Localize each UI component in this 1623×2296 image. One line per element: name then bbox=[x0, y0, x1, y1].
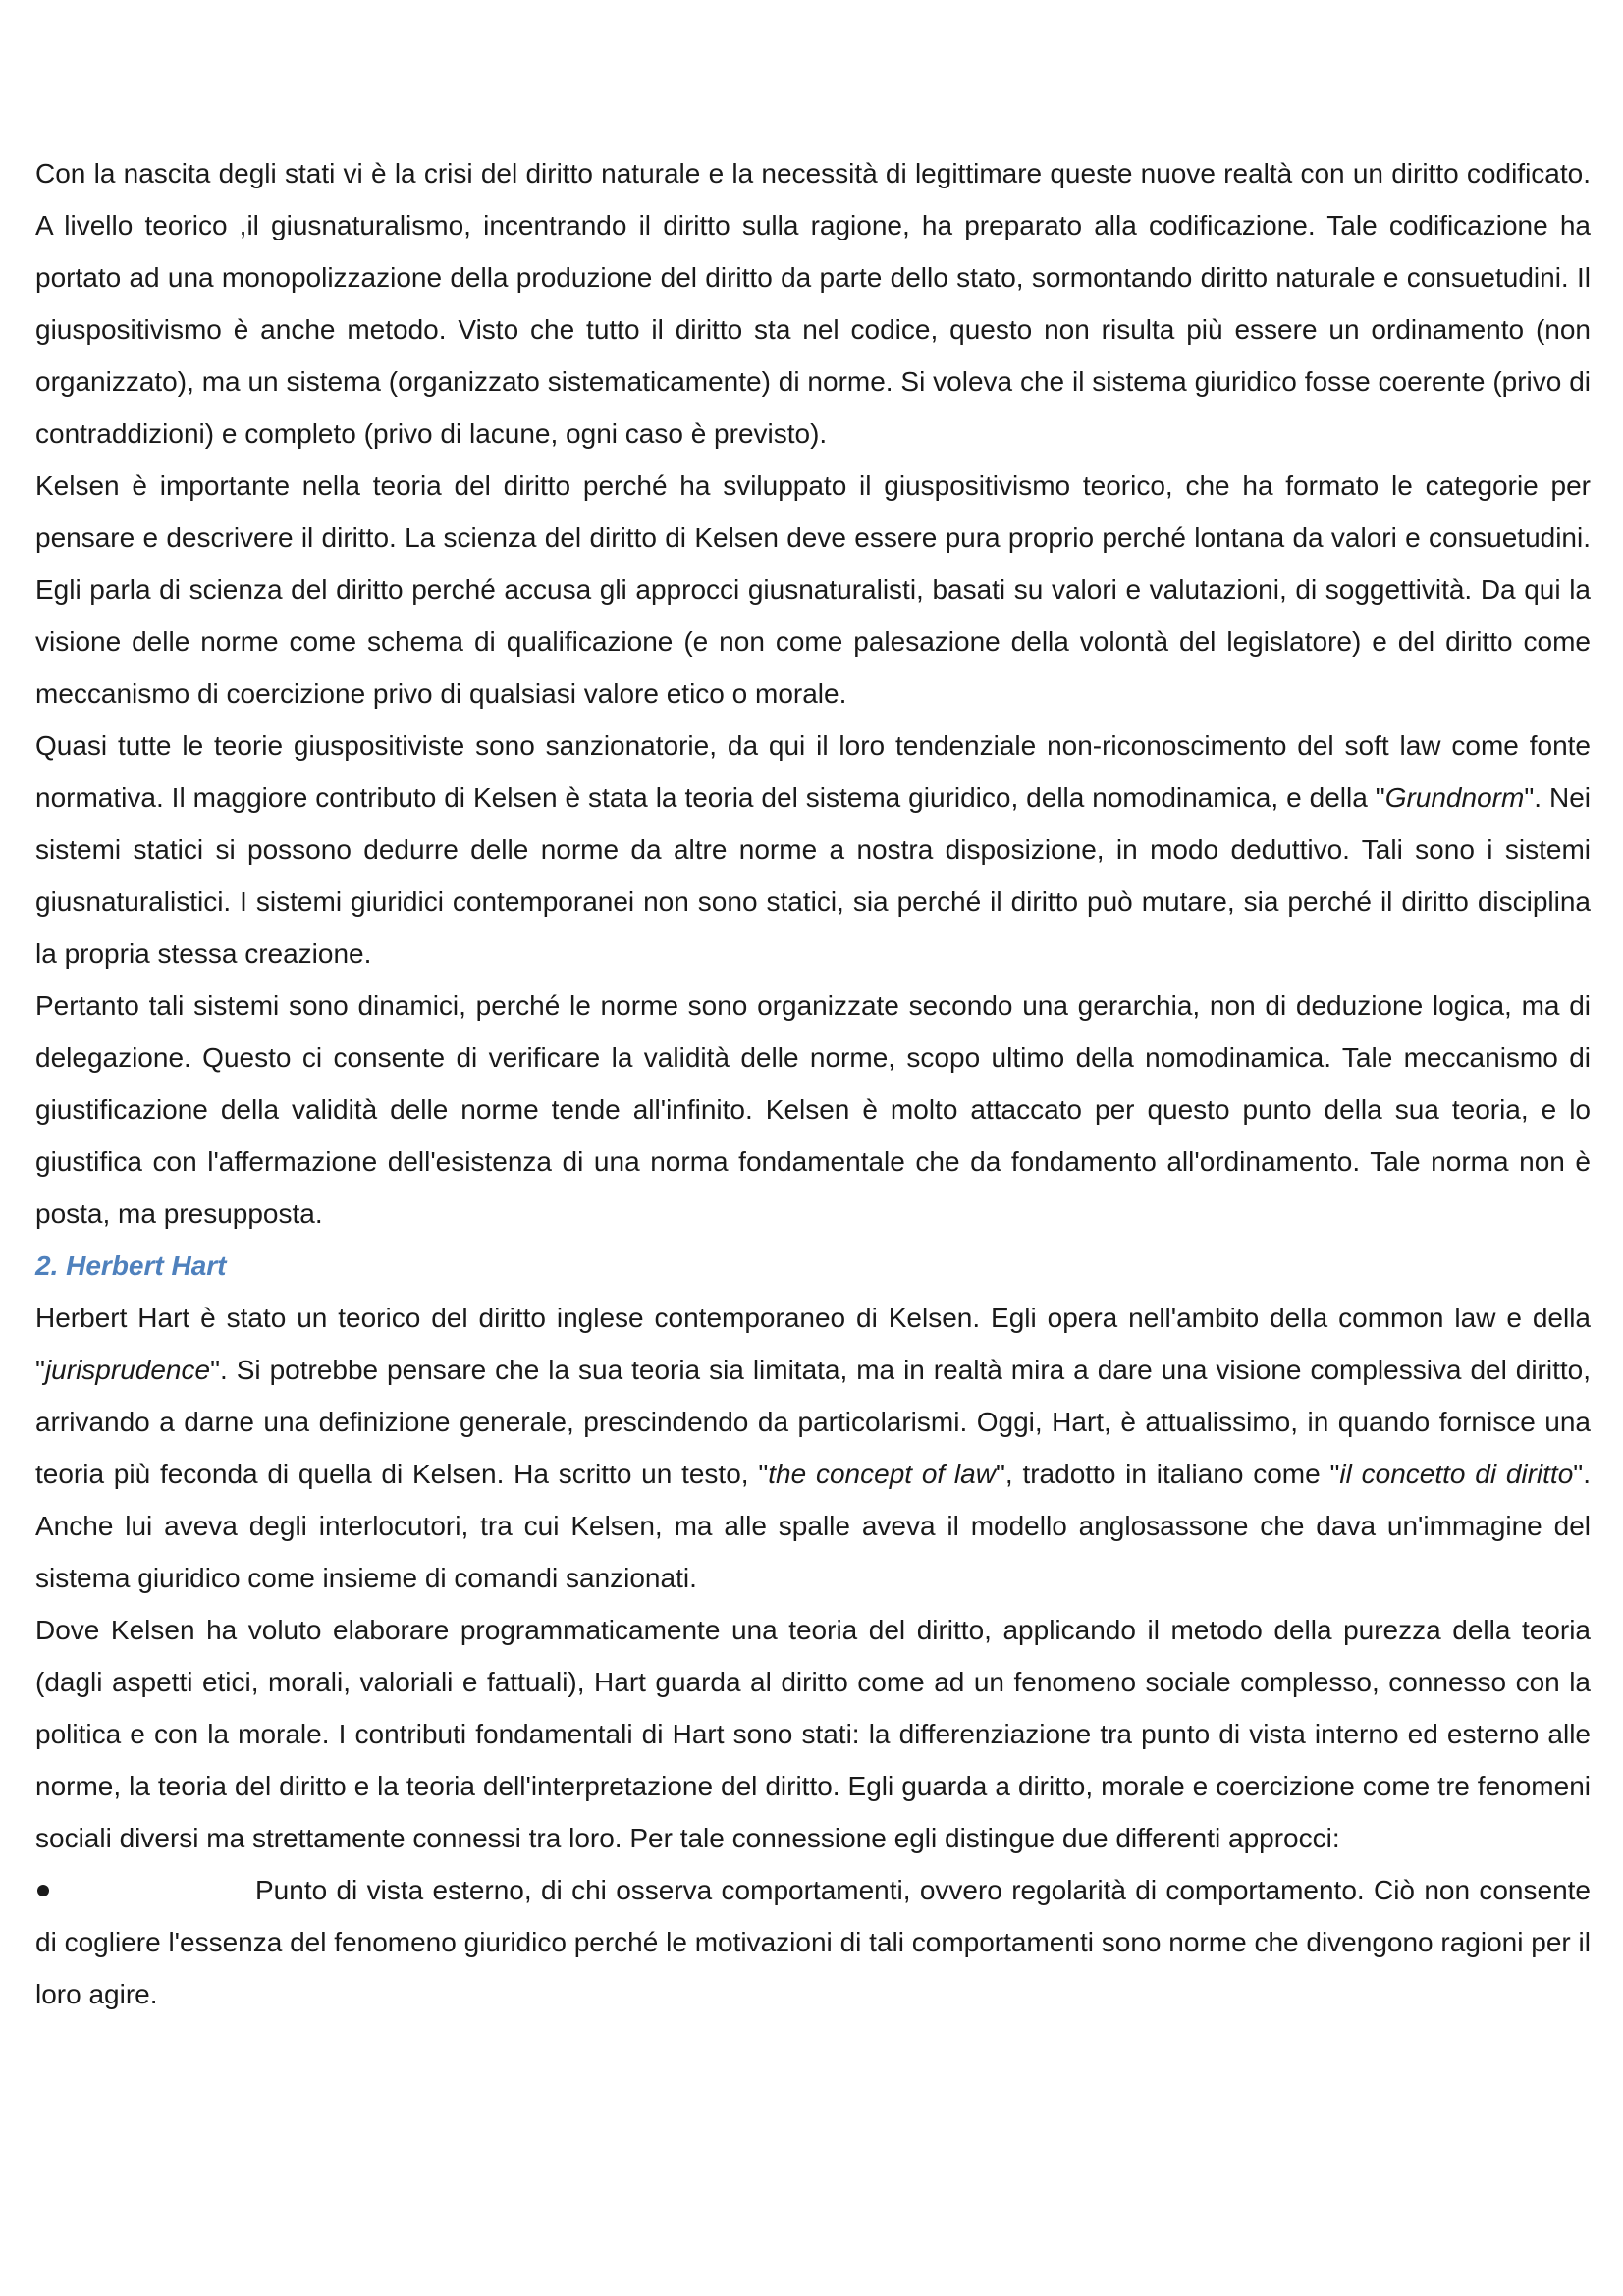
bullet-icon bbox=[35, 1864, 255, 1916]
jurisprudence-term: jurisprudence bbox=[44, 1355, 211, 1385]
book-title-italian: il concetto di diritto bbox=[1339, 1459, 1574, 1489]
paragraph-dynamic-systems: Pertanto tali sistemi sono dinamici, perché le norme sono organizzate secondo una gerarchia, non di deduzione logica, ma di delegazione. Questo ci consente di verificare la validità delle norme, scopo ultimo della nomodinamica. Tale meccanismo di giustificazione della validità delle norme tende all'infinito. Kelsen è molto attaccato per questo punto della sua teoria, e lo giustifica con l'affermazione dell'esistenza di una norma fondamentale che da fondamento all'ordinamento. Tale norma non è posta, ma presupposta. bbox=[35, 990, 1591, 1229]
paragraph-codification: Con la nascita degli stati vi è la crisi del diritto naturale e la necessità di legittimare queste nuove realtà con un diritto codificato. A livello teorico ,il giusnaturalismo, incentrando il diritto sulla ragione, ha preparato alla codificazione. Tale codificazione ha portato ad una monopolizzazione della produzione del diritto da parte dello stato, sormontando diritto naturale e consuetudini. Il giuspositivismo è anche metodo. Visto che tutto il diritto sta nel codice, questo non risulta più essere un ordinamento (non organizzato), ma un sistema (organizzato sistematicamente) di norme. Si voleva che il sistema giuridico fosse coerente (privo di contraddizioni) e completo (privo di lacune, ogni caso è previsto). bbox=[35, 158, 1591, 449]
book-title-english: the concept of law bbox=[768, 1459, 996, 1489]
list-item bbox=[35, 1864, 1591, 2020]
paragraph-hart-part-c: ", tradotto in italiano come " bbox=[995, 1459, 1340, 1489]
paragraph-grundnorm-part-b: ". Nei sistemi statici si possono dedurre delle norme da altre norme a nostra disposizione, in modo deduttivo. Tali sono i sistemi giusnaturalistici. I sistemi giuridici contemporanei non sono statici, sia perché il diritto può mutare, sia perché il diritto disciplina la propria stessa creazione. bbox=[35, 782, 1591, 969]
paragraph-grundnorm-part-a: Quasi tutte le teorie giuspositiviste sono sanzionatorie, da qui il loro tendenziale non-riconoscimento del soft law come fonte normativa. Il maggiore contributo di Kelsen è stata la teoria del sistema giuridico, della nomodinamica, e della " bbox=[35, 730, 1591, 813]
section-heading-hart: 2. Herbert Hart bbox=[35, 1251, 227, 1281]
paragraph-grundnorm bbox=[35, 720, 1591, 980]
paragraph-hart-contributions: Dove Kelsen ha voluto elaborare programmaticamente una teoria del diritto, applicando il metodo della purezza della teoria (dagli aspetti etici, morali, valoriali e fattuali), Hart guarda al diritto come ad un fenomeno sociale complesso, connesso con la politica e con la morale. I contributi fondamentali di Hart sono stati: la differenziazione tra punto di vista interno ed esterno alle norme, la teoria del diritto e la teoria dell'interpretazione del diritto. Egli guarda a diritto, morale e coercizione come tre fenomeni sociali diversi ma strettamente connessi tra loro. Per tale connessione egli distingue due differenti approcci: bbox=[35, 1615, 1591, 1853]
bullet-text: Punto di vista esterno, di chi osserva comportamenti, ovvero regolarità di comportamento. Ciò non consente di cogliere l'essenza del fenomeno giuridico perché le motivazioni di tali comportamenti sono norme che divengono ragioni per il loro agire. bbox=[35, 1875, 1591, 2009]
paragraph-hart-intro bbox=[35, 1292, 1591, 1604]
paragraph-hart-part-a: Herbert Hart è stato un teorico del diritto inglese contemporaneo di Kelsen. Egli opera nell'ambito della common law e della " bbox=[35, 1303, 1591, 1385]
paragraph-hart-part-d: ". Anche lui aveva degli interlocutori, tra cui Kelsen, ma alle spalle aveva il modello anglosassone che dava un'immagine del sistema giuridico come insieme di comandi sanzionati. bbox=[35, 1459, 1592, 1593]
paragraph-kelsen-theory: Kelsen è importante nella teoria del diritto perché ha sviluppato il giuspositivismo teorico, che ha formato le categorie per pensare e descrivere il diritto. La scienza del diritto di Kelsen deve essere pura proprio perché lontana da valori e consuetudini. Egli parla di scienza del diritto perché accusa gli approcci giusnaturalisti, basati su valori e valutazioni, di soggettività. Da qui la visione delle norme come schema di qualificazione (e non come palesazione della volontà del legislatore) e del diritto come meccanismo di coercizione privo di qualsiasi valore etico o morale. bbox=[35, 470, 1591, 709]
grundnorm-term: Grundnorm bbox=[1384, 782, 1525, 813]
paragraph-hart-part-b: ". Si potrebbe pensare che la sua teoria sia limitata, ma in realtà mira a dare una visione complessiva del diritto, arrivando a darne una definizione generale, prescindendo da particolarismi. Oggi, Hart, è attualissimo, in quando fornisce una teoria più feconda di quella di Kelsen. Ha scritto un testo, " bbox=[35, 1355, 1591, 1489]
document-page bbox=[35, 147, 1591, 2020]
